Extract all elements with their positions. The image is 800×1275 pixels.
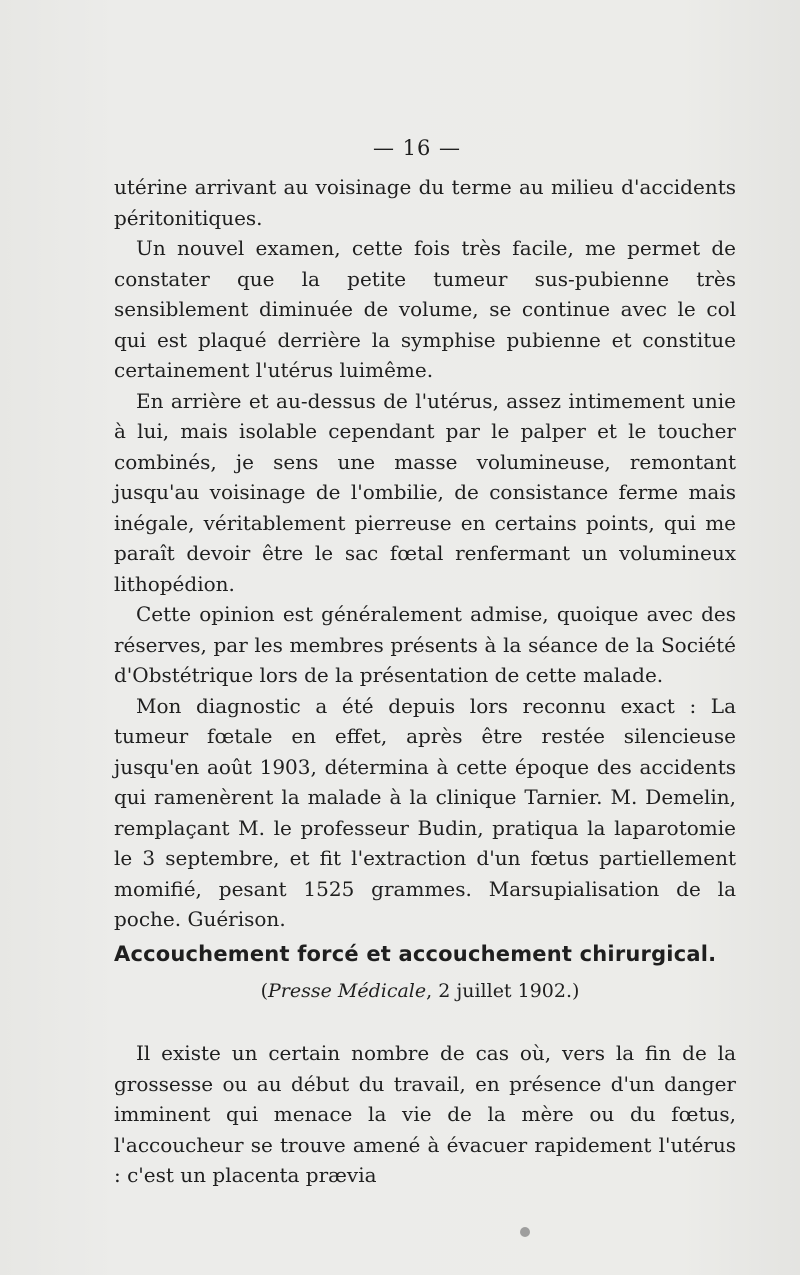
paragraph-continuation: utérine arrivant au voisinage du terme au milieu d'accidents péritonitiques.: [114, 175, 736, 230]
paragraph: Cette opinion est généralement admise, quoique avec des réserves, par les membres présents à la séance de la Société d'Obstétrique lors de la présentation de cette malade.: [114, 602, 736, 687]
source-date: , 2 juillet 1902.): [426, 980, 580, 1002]
section-title: Accouchement forcé et accouchement chirurgical.: [114, 942, 717, 966]
source-journal: Presse Médicale: [268, 980, 427, 1002]
section-text: [114, 1038, 736, 1191]
paragraph: En arrière et au-dessus de l'utérus, assez intimement unie à lui, mais isolable cependant par le palper et le toucher combinés, je sens une masse volumineuse, remontant jusqu'au voisinage de l'ombilie, de consistance ferme mais inégale, véritablement pierreuse en certains points, qui me paraît devoir être le sac fœtal renfermant un volumineux lithopédion.: [114, 388, 736, 596]
main-text: [114, 172, 736, 935]
ink-spot: [520, 1227, 530, 1237]
source-citation: [0, 980, 800, 1002]
paragraph: Un nouvel examen, cette fois très facile, me permet de constater que la petite tumeur sus-pubienne très sensiblement diminuée de volume, se continue avec le col qui est plaqué derrière la symphise pubienne et constitue certainement l'utérus luimême.: [114, 236, 736, 382]
paragraph: Mon diagnostic a été depuis lors reconnu exact : La tumeur fœtale en effet, après être restée silencieuse jusqu'en août 1903, détermina à cette époque des accidents qui ramenèrent la malade à la clinique Tarnier. M. Demelin, remplaçant M. le professeur Budin, pratiqua la laparotomie le 3 septembre, et fit l'extraction d'un fœtus partiellement momifié, pesant 1525 grammes. Marsupialisation de la poche. Guérison.: [114, 693, 736, 931]
page-number: — 16 —: [372, 136, 462, 160]
paragraph: Il existe un certain nombre de cas où, vers la fin de la grossesse ou au début du travail, en présence d'un danger imminent qui menace la vie de la mère ou du fœtus, l'accoucheur se trouve amené à évacuer rapidement l'utérus : c'est un placenta prævia: [114, 1041, 736, 1187]
source-open: (: [260, 980, 268, 1002]
